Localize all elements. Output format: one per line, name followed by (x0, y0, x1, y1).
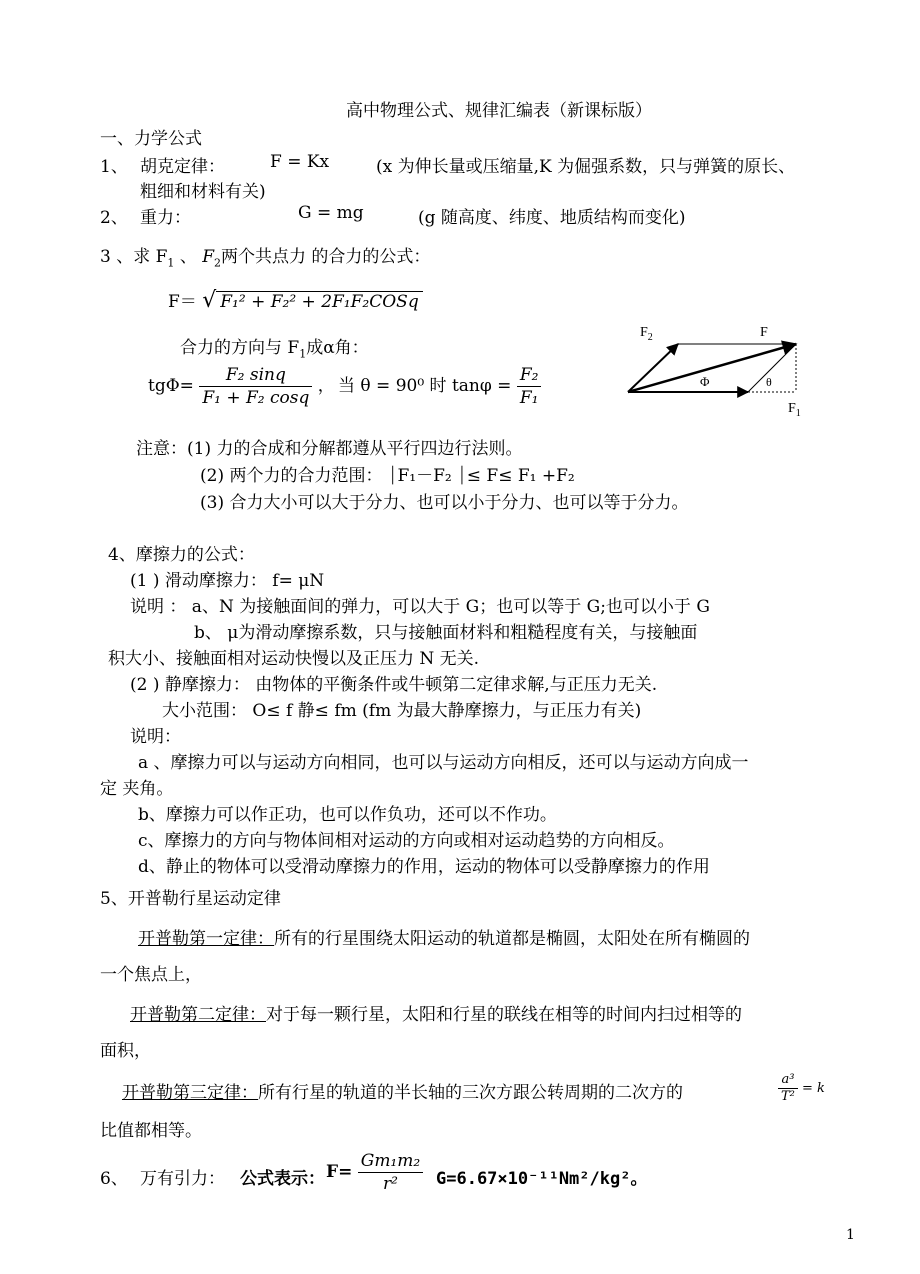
tg-lhs: tgΦ= (148, 376, 194, 396)
resultant-formula (168, 287, 423, 313)
gravitational-constant: G=6.67×10⁻¹¹Nm²/kg²。 (436, 1169, 648, 1189)
f-label: F (760, 325, 768, 340)
page-number: 1 (846, 1227, 855, 1243)
f2-sub: 2 (647, 332, 653, 343)
heading-part: F (202, 247, 215, 267)
note-3: (3) 合力大小可以大于分力、也可以小于分力、也可以等于分力。 (200, 493, 689, 513)
tangent-formula (148, 364, 335, 409)
hooke-formula: F = Kx (270, 152, 330, 172)
when-text: 当 θ = 90⁰ 时 tanφ = (338, 376, 512, 396)
kepler-law-2 (130, 1000, 742, 1025)
kepler-law-3-name: 开普勒第三定律： (122, 1083, 258, 1103)
f2-letter: F (640, 325, 648, 340)
universal-fraction (358, 1150, 423, 1195)
force-parallelogram-diagram (620, 322, 820, 422)
when-numerator: F₂ (517, 364, 542, 387)
f1-letter: F (788, 401, 796, 416)
f1-sub: 1 (795, 408, 801, 419)
static-friction: (2 ) 静摩擦力： 由物体的平衡条件或牛顿第二定律求解,与正压力无关. (130, 675, 658, 695)
kepler-law-1-name: 开普勒第一定律： (138, 929, 274, 949)
resultant-heading (100, 242, 430, 269)
kepler-numerator: a³ (778, 1072, 798, 1089)
kepler-law-1-text: 所有的行星围绕太阳运动的轨道都是椭圆，太阳处在所有椭圆的 (274, 929, 750, 949)
subscript: 1 (167, 256, 175, 270)
hooke-note: (x 为伸长量或压缩量,K 为倔强系数，只与弹簧的原长、 (376, 157, 796, 177)
universal-denominator: r² (382, 1174, 398, 1194)
kepler-denominator: T² (781, 1089, 795, 1104)
direction-part: 合力的方向与 F (180, 338, 300, 358)
universal-formula (326, 1150, 423, 1195)
phi-label: Φ (700, 374, 710, 389)
f2-label (640, 325, 653, 343)
friction-point-d: d、静止的物体可以受滑动摩擦力的作用，运动的物体可以受静摩擦力的作用 (138, 857, 710, 877)
gravity-number: 2、 (100, 208, 128, 228)
friction-point-a: a 、摩擦力可以与运动方向相同，也可以与运动方向相反，还可以与运动方向成一 (138, 753, 749, 773)
sliding-friction: (1 ) 滑动摩擦力： f= μN (130, 571, 325, 591)
friction-explain-label: 说明： (130, 727, 181, 747)
kepler-law-3-formula (778, 1072, 825, 1105)
right-angle-formula (338, 364, 541, 409)
sqrt-body: F₁² + F₂² + 2F₁F₂COSq (216, 291, 422, 312)
note-2: (2) 两个力的合力范围： ⏐F₁－F₂ ⏐≤ F≤ F₁ +F₂ (200, 466, 575, 486)
kepler-fraction (778, 1072, 798, 1105)
gravity-name: 重力： (140, 208, 191, 228)
kepler-equals-k: = k (802, 1081, 825, 1096)
friction-point-b: b、摩擦力可以作正功，也可以作负功，还可以不作功。 (138, 805, 557, 825)
when-denominator: F₁ (519, 388, 539, 408)
friction-explain-a: 说明 ： a、N 为接触面间的弹力，可以大于 G；也可以等于 G;也可以小于 G (130, 597, 710, 617)
kepler-law-1-cont: 一个焦点上， (100, 965, 202, 985)
tg-fraction (199, 364, 312, 409)
subscript: 2 (214, 256, 222, 270)
heading-part: 、 (179, 247, 197, 267)
static-range: 大小范围： O≤ f 静≤ fm (fm 为最大静摩擦力，与正压力有关) (162, 701, 642, 721)
note-1: 注意：(1) 力的合成和分解都遵从平行四边行法则。 (136, 439, 523, 459)
friction-point-c: c、摩擦力的方向与物体间相对运动的方向或相对运动趋势的方向相反。 (138, 831, 675, 851)
kepler-law-3-cont: 比值都相等。 (100, 1121, 202, 1141)
kepler-law-3 (122, 1078, 683, 1103)
universal-formula-label: 公式表示： (240, 1169, 325, 1189)
direction-part: 成α角： (306, 338, 369, 358)
kepler-heading: 5、开普勒行星运动定律 (100, 889, 281, 909)
section-heading: 一、力学公式 (100, 129, 202, 149)
f1-label (788, 401, 801, 419)
universal-lhs: F= (326, 1162, 353, 1182)
tg-denominator: F₁ + F₂ cosq (202, 388, 310, 408)
friction-explain-b-cont: 积大小、接触面相对运动快慢以及正压力 N 无关. (108, 649, 480, 669)
hooke-name: 胡克定律： (140, 157, 225, 177)
kepler-law-1 (138, 924, 750, 949)
heading-part: 两个共点力 的合力的公式： (221, 247, 431, 267)
tg-numerator: F₂ sinq (199, 364, 312, 387)
hooke-note-cont: 粗细和材料有关) (140, 182, 266, 202)
kepler-law-2-text: 对于每一颗行星，太阳和行星的联线在相等的时间内扫过相等的 (266, 1005, 742, 1025)
when-fraction (517, 364, 542, 409)
page-title: 高中物理公式、规律汇编表（新课标版） (346, 101, 652, 121)
friction-explain-b: b、 μ为滑动摩擦系数，只与接触面材料和粗糙程度有关，与接触面 (194, 623, 698, 643)
kepler-law-2-name: 开普勒第二定律： (130, 1005, 266, 1025)
universal-name: 万有引力： (140, 1169, 225, 1189)
heading-part: 3 、求 F (100, 247, 168, 267)
sqrt-sign: √ (202, 288, 217, 313)
kepler-law-2-cont: 面积， (100, 1041, 151, 1061)
gravity-note: (g 随高度、纬度、地质结构而变化) (418, 208, 686, 228)
friction-heading: 4、摩擦力的公式： (108, 545, 255, 565)
hooke-number: 1、 (100, 157, 128, 177)
gravity-formula: G = mg (298, 203, 364, 223)
theta-label: θ (766, 375, 772, 389)
universal-number: 6、 (100, 1169, 128, 1189)
formula-lhs: F＝ (168, 292, 197, 312)
universal-numerator: Gm₁m₂ (358, 1150, 423, 1173)
subscript: 1 (299, 347, 307, 361)
direction-text (180, 333, 369, 360)
friction-point-a-cont: 定 夹角。 (100, 779, 174, 799)
comma: ， (317, 376, 335, 396)
kepler-law-3-text: 所有行星的轨道的半长轴的三次方跟公转周期的二次方的 (258, 1083, 683, 1103)
